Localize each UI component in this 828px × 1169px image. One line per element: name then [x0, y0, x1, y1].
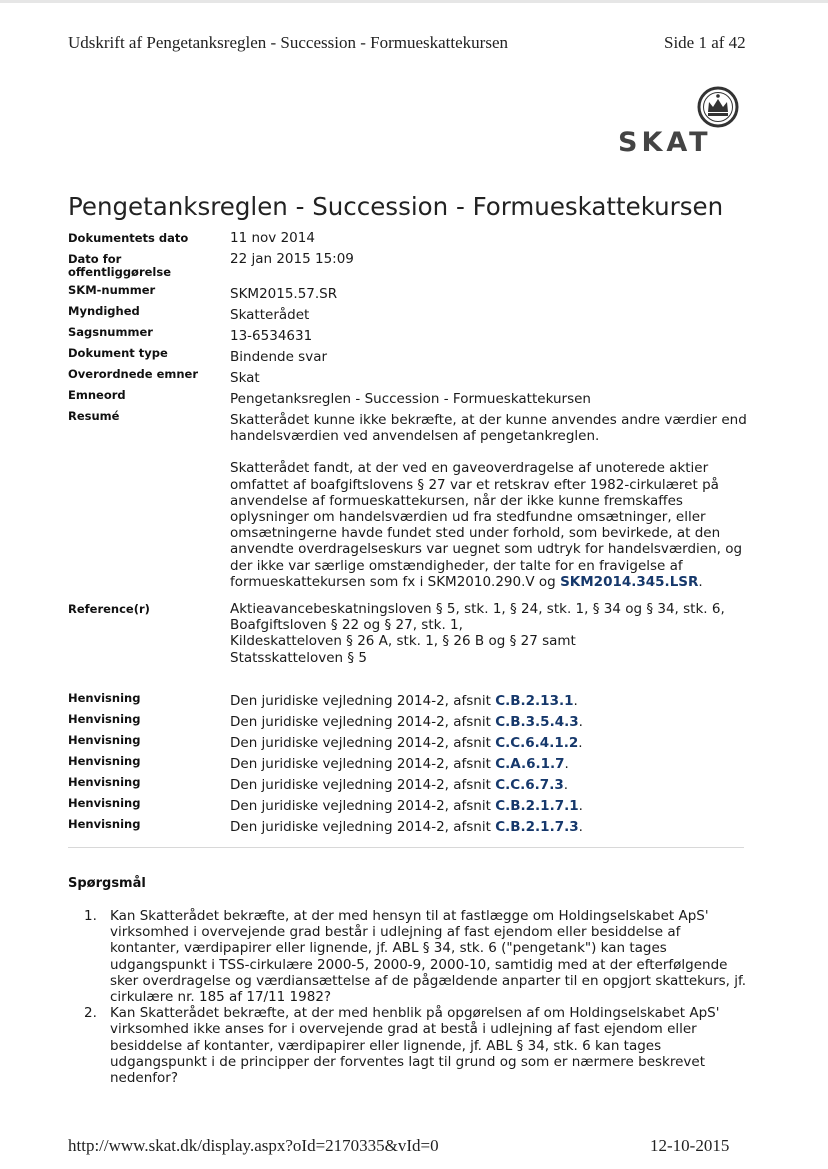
meta-label: Henvisning: [68, 712, 141, 726]
henvisning-link[interactable]: C.C.6.7.3: [495, 777, 564, 793]
meta-label: SKM-nummer: [68, 283, 156, 297]
top-border: [0, 0, 828, 3]
resume-paragraph: Skatterådet kunne ikke bekræfte, at der kunne anvendes andre værdier end handelsværdien ved anvendelsen af pengetankreglen.: [230, 412, 747, 445]
meta-label: Resumé: [68, 409, 120, 423]
meta-label: Sagsnummer: [68, 325, 153, 339]
punctuation: .: [578, 798, 583, 814]
section-divider: [68, 847, 744, 848]
punctuation: .: [563, 777, 569, 793]
page-number: Side 1 af 42: [664, 33, 746, 52]
meta-label: Henvisning: [68, 733, 141, 747]
henvisning-text: Den juridiske vejledning 2014-2, afsnit: [230, 714, 491, 730]
resume-paragraph-text: Skatterådet fandt, at der ved en gaveoverdragelse af unoterede aktier omfattet af boafgiftslovens § 27 var et retskrav efter 1982-cirkulæret på anvendelse af formueskattekursen, når der ikke kunne fremskaffes oplysninger om handelsværdien ud fra stedfundne omsætninger, eller omsætningerne havde fundet sted under forhold, som bevirkede, at den anvendte overdragelseskurs var uegnet som udtryk for handelsværdien, og der ikke var særlige omstændigheder, der talte for en fravigelse af formueskattekursen som fx i SKM2010.290.V og: [230, 460, 743, 590]
question-item: [84, 908, 748, 1005]
crown-emblem-icon: [696, 85, 740, 129]
punctuation: .: [564, 756, 569, 772]
henvisning-link[interactable]: C.B.3.5.4.3: [495, 714, 579, 730]
meta-value: 11 nov 2014: [230, 230, 315, 246]
print-header-title: Udskrift af Pengetanksreglen - Succession - Formueskattekursen: [68, 33, 508, 52]
reference-line: Boafgiftsloven § 22 og § 27, stk. 1,: [230, 617, 463, 634]
meta-value: Skat: [230, 370, 260, 386]
henvisning-text: Den juridiske vejledning 2014-2, afsnit: [230, 798, 491, 814]
reference-line: Kildeskatteloven § 26 A, stk. 1, § 26 B og § 27 samt: [230, 633, 576, 650]
resume-paragraph: [230, 460, 758, 590]
meta-value: [230, 714, 758, 730]
henvisning-text: Den juridiske vejledning 2014-2, afsnit: [230, 819, 491, 835]
meta-value: SKM2015.57.SR: [230, 286, 338, 302]
meta-label: Henvisning: [68, 775, 141, 789]
henvisning-link[interactable]: C.A.6.1.7: [495, 756, 565, 772]
reference-line: Statsskatteloven § 5: [230, 649, 368, 666]
henvisning-text: Den juridiske vejledning 2014-2, afsnit: [230, 735, 491, 751]
question-number: 1.: [84, 908, 97, 924]
meta-value: 22 jan 2015 15:09: [230, 251, 354, 267]
meta-value: Bindende svar: [230, 349, 328, 365]
meta-label: Henvisning: [68, 817, 141, 831]
question-number: 2.: [84, 1005, 97, 1022]
reference-line: Aktieavancebeskatningsloven § 5, stk. 1, § 24, stk. 1, § 34 og § 34, stk. 6,: [230, 601, 725, 617]
meta-label: Dokument type: [68, 346, 168, 360]
henvisning-text: Den juridiske vejledning 2014-2, afsnit: [230, 777, 491, 793]
questions-list: [84, 908, 748, 1086]
meta-value: [230, 777, 758, 793]
questions-heading: Spørgsmål: [68, 876, 146, 891]
henvisning-link[interactable]: C.B.2.13.1: [495, 693, 574, 709]
punctuation: .: [578, 714, 583, 730]
page-title: Pengetanksreglen - Succession - Formueskattekursen: [68, 192, 724, 221]
punctuation: .: [578, 735, 583, 751]
meta-value: Pengetanksreglen - Succession - Formueskattekursen: [230, 391, 591, 407]
skm-link[interactable]: SKM2014.345.LSR: [560, 573, 699, 590]
meta-value: Skatterådet: [230, 307, 310, 323]
meta-value: [230, 693, 758, 709]
henvisning-link[interactable]: C.B.2.1.7.1: [495, 798, 579, 814]
question-item: [84, 1005, 748, 1086]
meta-label: Henvisning: [68, 754, 141, 768]
meta-label: Reference(r): [68, 602, 150, 616]
meta-label: Emneord: [68, 388, 126, 402]
punctuation: .: [698, 573, 703, 590]
footer-url: http://www.skat.dk/display.aspx?oId=2170335&vId=0: [68, 1136, 439, 1155]
question-text: Kan Skatterådet bekræfte, at der med hensyn til at fastlægge om Holdingselskabet ApS' virksomhed i overvejende grad består i udlejning af fast ejendom eller besiddelse af kontanter, værdipapirer eller lignende, jf. ABL § 34, stk. 6 ("pengetank") kan tages udgangspunkt i TSS-cirkulære 2000-5, 2000-9, 2000-10, samtidig med at der efterfølgende sker overdragelse og værdiansættelse af de pågældende anparter til en opgjort skattekurs, jf. cirkulære nr. 185 af 17/11 1982?: [110, 908, 747, 1006]
meta-value: [230, 756, 758, 772]
meta-label: Henvisning: [68, 796, 141, 810]
references-list: [230, 601, 758, 666]
footer-date: 12-10-2015: [650, 1136, 730, 1155]
question-text: Kan Skatterådet bekræfte, at der med henblik på opgørelsen af om Holdingselskabet ApS' virksomhed ikke anses for i overvejende grad at bestå i udlejning af fast ejendom eller besiddelse af kontanter, værdipapirer eller lignende, jf. ABL § 34, stk. 6 kan tages udgangspunkt i de principper der forventes lagt til grund og som er nærmere beskrevet nedenfor?: [110, 1005, 720, 1087]
meta-label: Myndighed: [68, 304, 140, 318]
meta-value: [230, 819, 758, 835]
meta-value: [230, 798, 758, 814]
resume-text: [230, 412, 758, 590]
meta-value: [230, 735, 758, 751]
meta-label: Dato for offentliggørelse: [68, 252, 172, 279]
henvisning-link[interactable]: C.C.6.4.1.2: [495, 735, 579, 751]
meta-label: Henvisning: [68, 691, 141, 705]
punctuation: .: [578, 819, 583, 835]
skat-logo-text: SKAT: [618, 127, 712, 158]
henvisning-text: Den juridiske vejledning 2014-2, afsnit: [230, 756, 491, 772]
punctuation: .: [573, 693, 578, 709]
meta-label: Overordnede emner: [68, 367, 199, 381]
meta-value: 13-6534631: [230, 328, 313, 344]
meta-label: Dokumentets dato: [68, 231, 189, 245]
henvisning-text: Den juridiske vejledning 2014-2, afsnit: [230, 693, 491, 709]
henvisning-link[interactable]: C.B.2.1.7.3: [495, 819, 579, 835]
